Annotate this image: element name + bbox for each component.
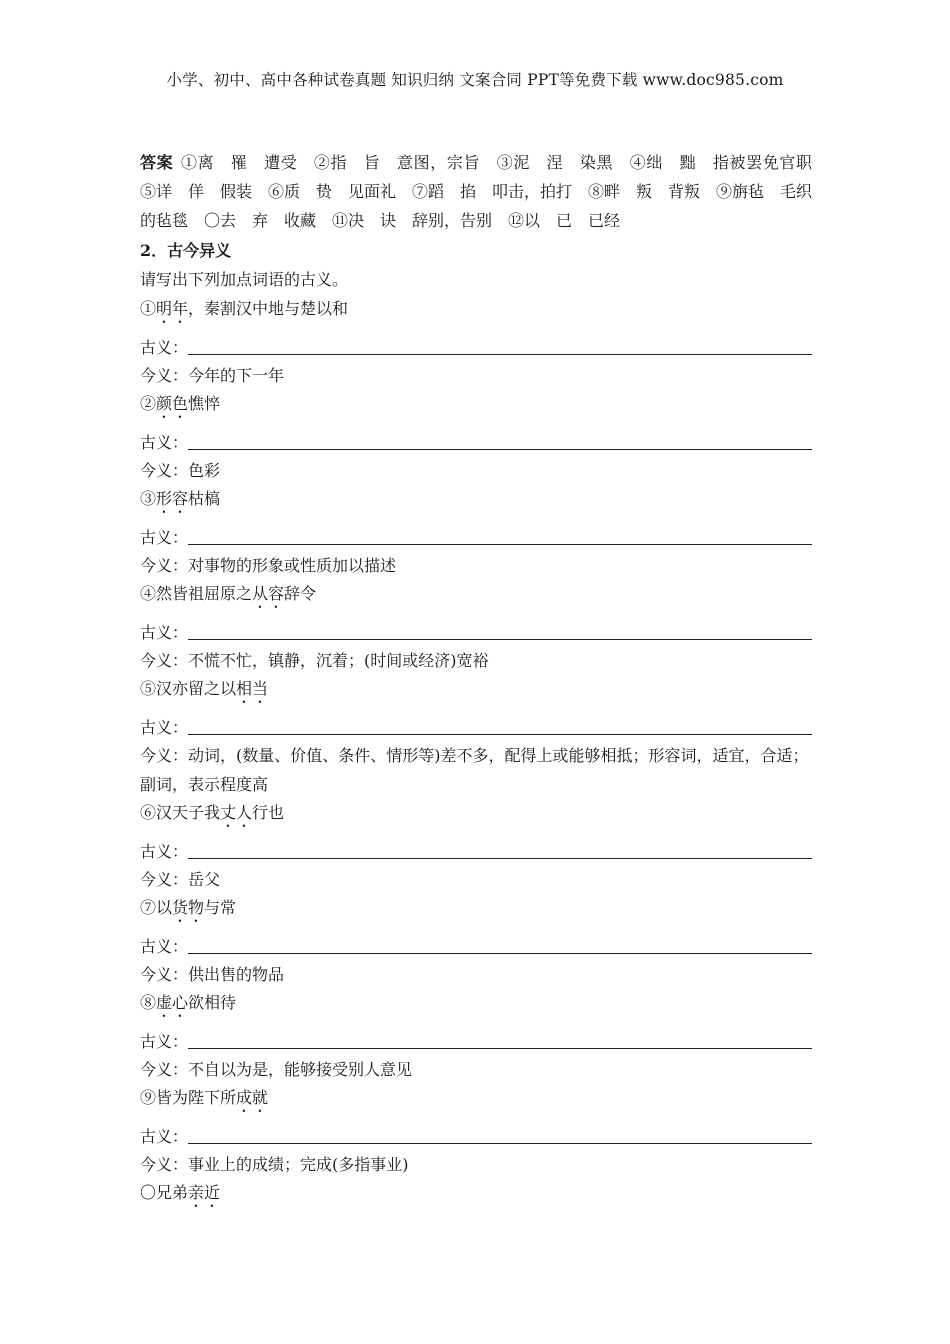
answer-blank-line[interactable]	[188, 931, 812, 954]
question-sentence: ⑦以货物与常	[140, 898, 237, 917]
dotted-word: 形容	[156, 489, 189, 508]
answer-label: 答案	[140, 153, 174, 172]
modern-meaning: 今义：今年的下一年	[140, 366, 285, 385]
question-sentence-last: 〇兄弟亲近	[140, 1183, 221, 1202]
dotted-word: 亲近	[188, 1183, 221, 1202]
ancient-meaning-row	[140, 1114, 812, 1150]
answer-blank-line[interactable]	[188, 1121, 812, 1144]
ancient-meaning-row	[140, 829, 812, 865]
question-sentence: ⑧虚心欲相待	[140, 993, 237, 1012]
ancient-meaning-row	[140, 325, 812, 361]
ancient-meaning-label: 古义：	[140, 842, 189, 861]
question-sentence: ⑤汉亦留之以相当	[140, 679, 269, 698]
ancient-meaning-row	[140, 420, 812, 456]
page-header: 小学、初中、高中各种试卷真题 知识归纳 文案合同 PPT等免费下载 www.doc985.com	[166, 71, 784, 89]
dotted-word: 从容	[252, 584, 285, 603]
modern-meaning: 今义：对事物的形象或性质加以描述	[140, 556, 397, 575]
question-item	[140, 485, 812, 580]
question-sentence: ④然皆祖屈原之从容辞令	[140, 584, 317, 603]
dotted-word: 虚心	[156, 993, 189, 1012]
dotted-word: 明年	[156, 299, 189, 318]
ancient-meaning-row	[140, 610, 812, 646]
question-sentence: ⑨皆为陛下所成就	[140, 1088, 269, 1107]
worksheet-content	[140, 148, 828, 1207]
modern-meaning: 今义：岳父	[140, 870, 221, 889]
modern-meaning: 今义：动词，(数量、价值、条件、情形等)差不多，配得上或能够相抵；形容词，适宜，合适；副词，表示程度高	[140, 746, 809, 794]
answer-text: ①离 罹 遭受 ②指 旨 意图，宗旨 ③泥 涅 染黑 ④绌 黜 指被罢免官职 ⑤详 佯 假装 ⑥质 贽 见面礼 ⑦蹈 掐 叩击，拍打 ⑧畔 叛 背叛 ⑨旃毡 毛织的毡毯 〇去 弃 收藏 ⑪决 诀 辞别，告别 ⑫以 已 已经	[140, 153, 828, 230]
answer-blank-line[interactable]	[188, 712, 812, 735]
question-item	[140, 799, 812, 894]
question-list	[140, 295, 812, 1179]
ancient-meaning-row	[140, 705, 812, 741]
question-item	[140, 675, 812, 799]
modern-meaning: 今义：供出售的物品	[140, 965, 285, 984]
question-sentence: ⑥汉天子我丈人行也	[140, 803, 285, 822]
ancient-meaning-row	[140, 515, 812, 551]
dotted-word: 颜色	[156, 394, 189, 413]
dotted-word: 成就	[236, 1088, 269, 1107]
question-item	[140, 1084, 812, 1179]
ancient-meaning-label: 古义：	[140, 718, 189, 737]
question-item	[140, 894, 812, 989]
ancient-meaning-row	[140, 924, 812, 960]
ancient-meaning-label: 古义：	[140, 528, 189, 547]
modern-meaning: 今义：不慌不忙，镇静，沉着；(时间或经济)宽裕	[140, 651, 489, 670]
ancient-meaning-label: 古义：	[140, 1127, 189, 1146]
modern-meaning: 今义：色彩	[140, 461, 221, 480]
ancient-meaning-label: 古义：	[140, 433, 189, 452]
answer-blank-line[interactable]	[188, 332, 812, 355]
question-sentence: ③形容枯槁	[140, 489, 221, 508]
modern-meaning: 今义：事业上的成绩；完成(多指事业)	[140, 1155, 409, 1174]
question-item	[140, 580, 812, 675]
ancient-meaning-label: 古义：	[140, 623, 189, 642]
dotted-word: 相当	[236, 679, 269, 698]
ancient-meaning-label: 古义：	[140, 338, 189, 357]
answer-blank-line[interactable]	[188, 1026, 812, 1049]
answer-blank-line[interactable]	[188, 617, 812, 640]
question-item	[140, 989, 812, 1084]
answer-blank-line[interactable]	[188, 427, 812, 450]
question-sentence: ①明年，秦割汉中地与楚以和	[140, 299, 349, 318]
dotted-word: 丈人	[220, 803, 253, 822]
section-title: 2．古今异义	[140, 241, 232, 260]
ancient-meaning-row	[140, 1019, 812, 1055]
answer-blank-line[interactable]	[188, 522, 812, 545]
section-instruction: 请写出下列加点词语的古义。	[140, 270, 349, 289]
question-item	[140, 295, 812, 390]
ancient-meaning-label: 古义：	[140, 937, 189, 956]
question-item	[140, 390, 812, 485]
answer-blank-line[interactable]	[188, 836, 812, 859]
ancient-meaning-label: 古义：	[140, 1032, 189, 1051]
modern-meaning: 今义：不自以为是，能够接受别人意见	[140, 1060, 413, 1079]
answer-block	[140, 148, 828, 235]
dotted-word: 货物	[172, 898, 205, 917]
question-sentence: ②颜色憔悴	[140, 394, 221, 413]
